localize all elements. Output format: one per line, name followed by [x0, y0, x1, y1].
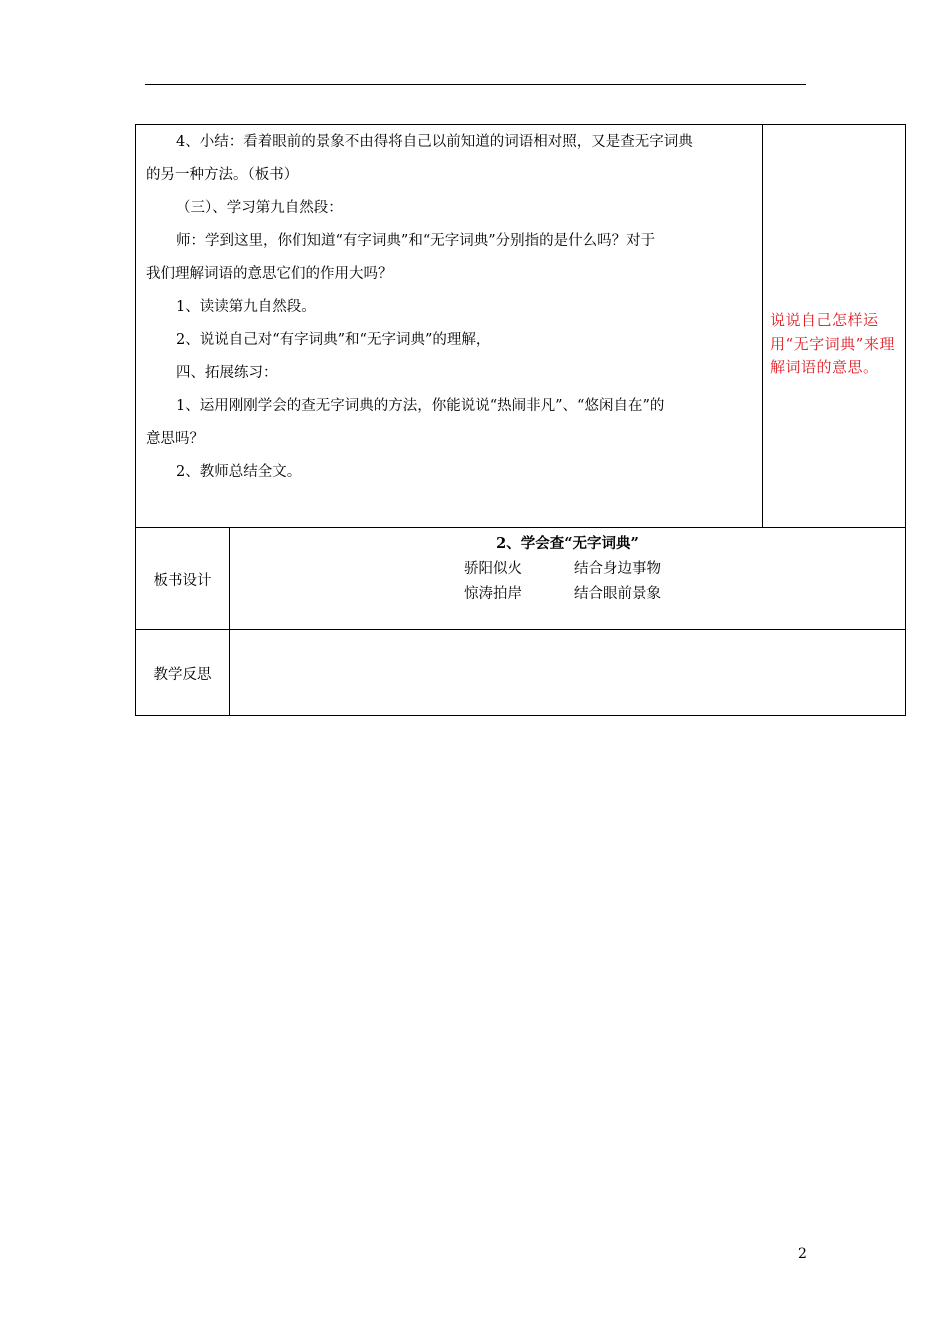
board-design-line: [464, 557, 661, 578]
content-line: 1、读读第九自然段。: [176, 299, 316, 315]
board-design-term: 惊涛拍岸: [464, 586, 522, 602]
board-design-line: [464, 582, 661, 603]
board-design-method: 结合眼前景象: [574, 586, 661, 602]
content-line: 四、拓展练习：: [176, 365, 278, 381]
side-note: 说说自己怎样运用“无字词典”来理解词语的意思。: [770, 311, 895, 376]
content-line: 2、教师总结全文。: [176, 464, 302, 480]
header-rule: [145, 84, 806, 85]
lesson-content: [146, 129, 752, 492]
content-line: 意思吗？: [146, 431, 204, 447]
content-line: 4、小结：看着眼前的景象不由得将自己以前知道的词语相对照，又是查无字词典: [176, 134, 693, 150]
board-design-label: 板书设计: [153, 573, 212, 589]
board-design-term: 骄阳似火: [464, 561, 522, 577]
content-line: 2、说说自己对“有字词典”和“无字词典”的理解，: [176, 332, 491, 348]
reflection-row: [135, 629, 906, 716]
reflection-label: 教学反思: [153, 667, 212, 683]
content-line: （三）、学习第九自然段：: [176, 200, 343, 216]
content-line: 的另一种方法。（板书）: [146, 167, 299, 183]
board-design-row: [135, 527, 906, 630]
page-number: 2: [798, 1246, 807, 1262]
content-line: 师：学到这里，你们知道“有字词典”和“无字词典”分别指的是什么吗？对于: [176, 233, 656, 249]
board-design-title: 2、学会查“无字词典”: [496, 535, 639, 552]
content-line: 我们理解词语的意思它们的作用大吗？: [146, 266, 393, 282]
column-divider: [229, 630, 230, 715]
lesson-content-row: [135, 124, 906, 528]
content-line: 1、运用刚刚学会的查无字词典的方法，你能说说“热闹非凡”、“悠闲自在”的: [176, 398, 665, 414]
column-divider: [762, 125, 763, 527]
board-design-method: 结合身边事物: [574, 561, 661, 577]
